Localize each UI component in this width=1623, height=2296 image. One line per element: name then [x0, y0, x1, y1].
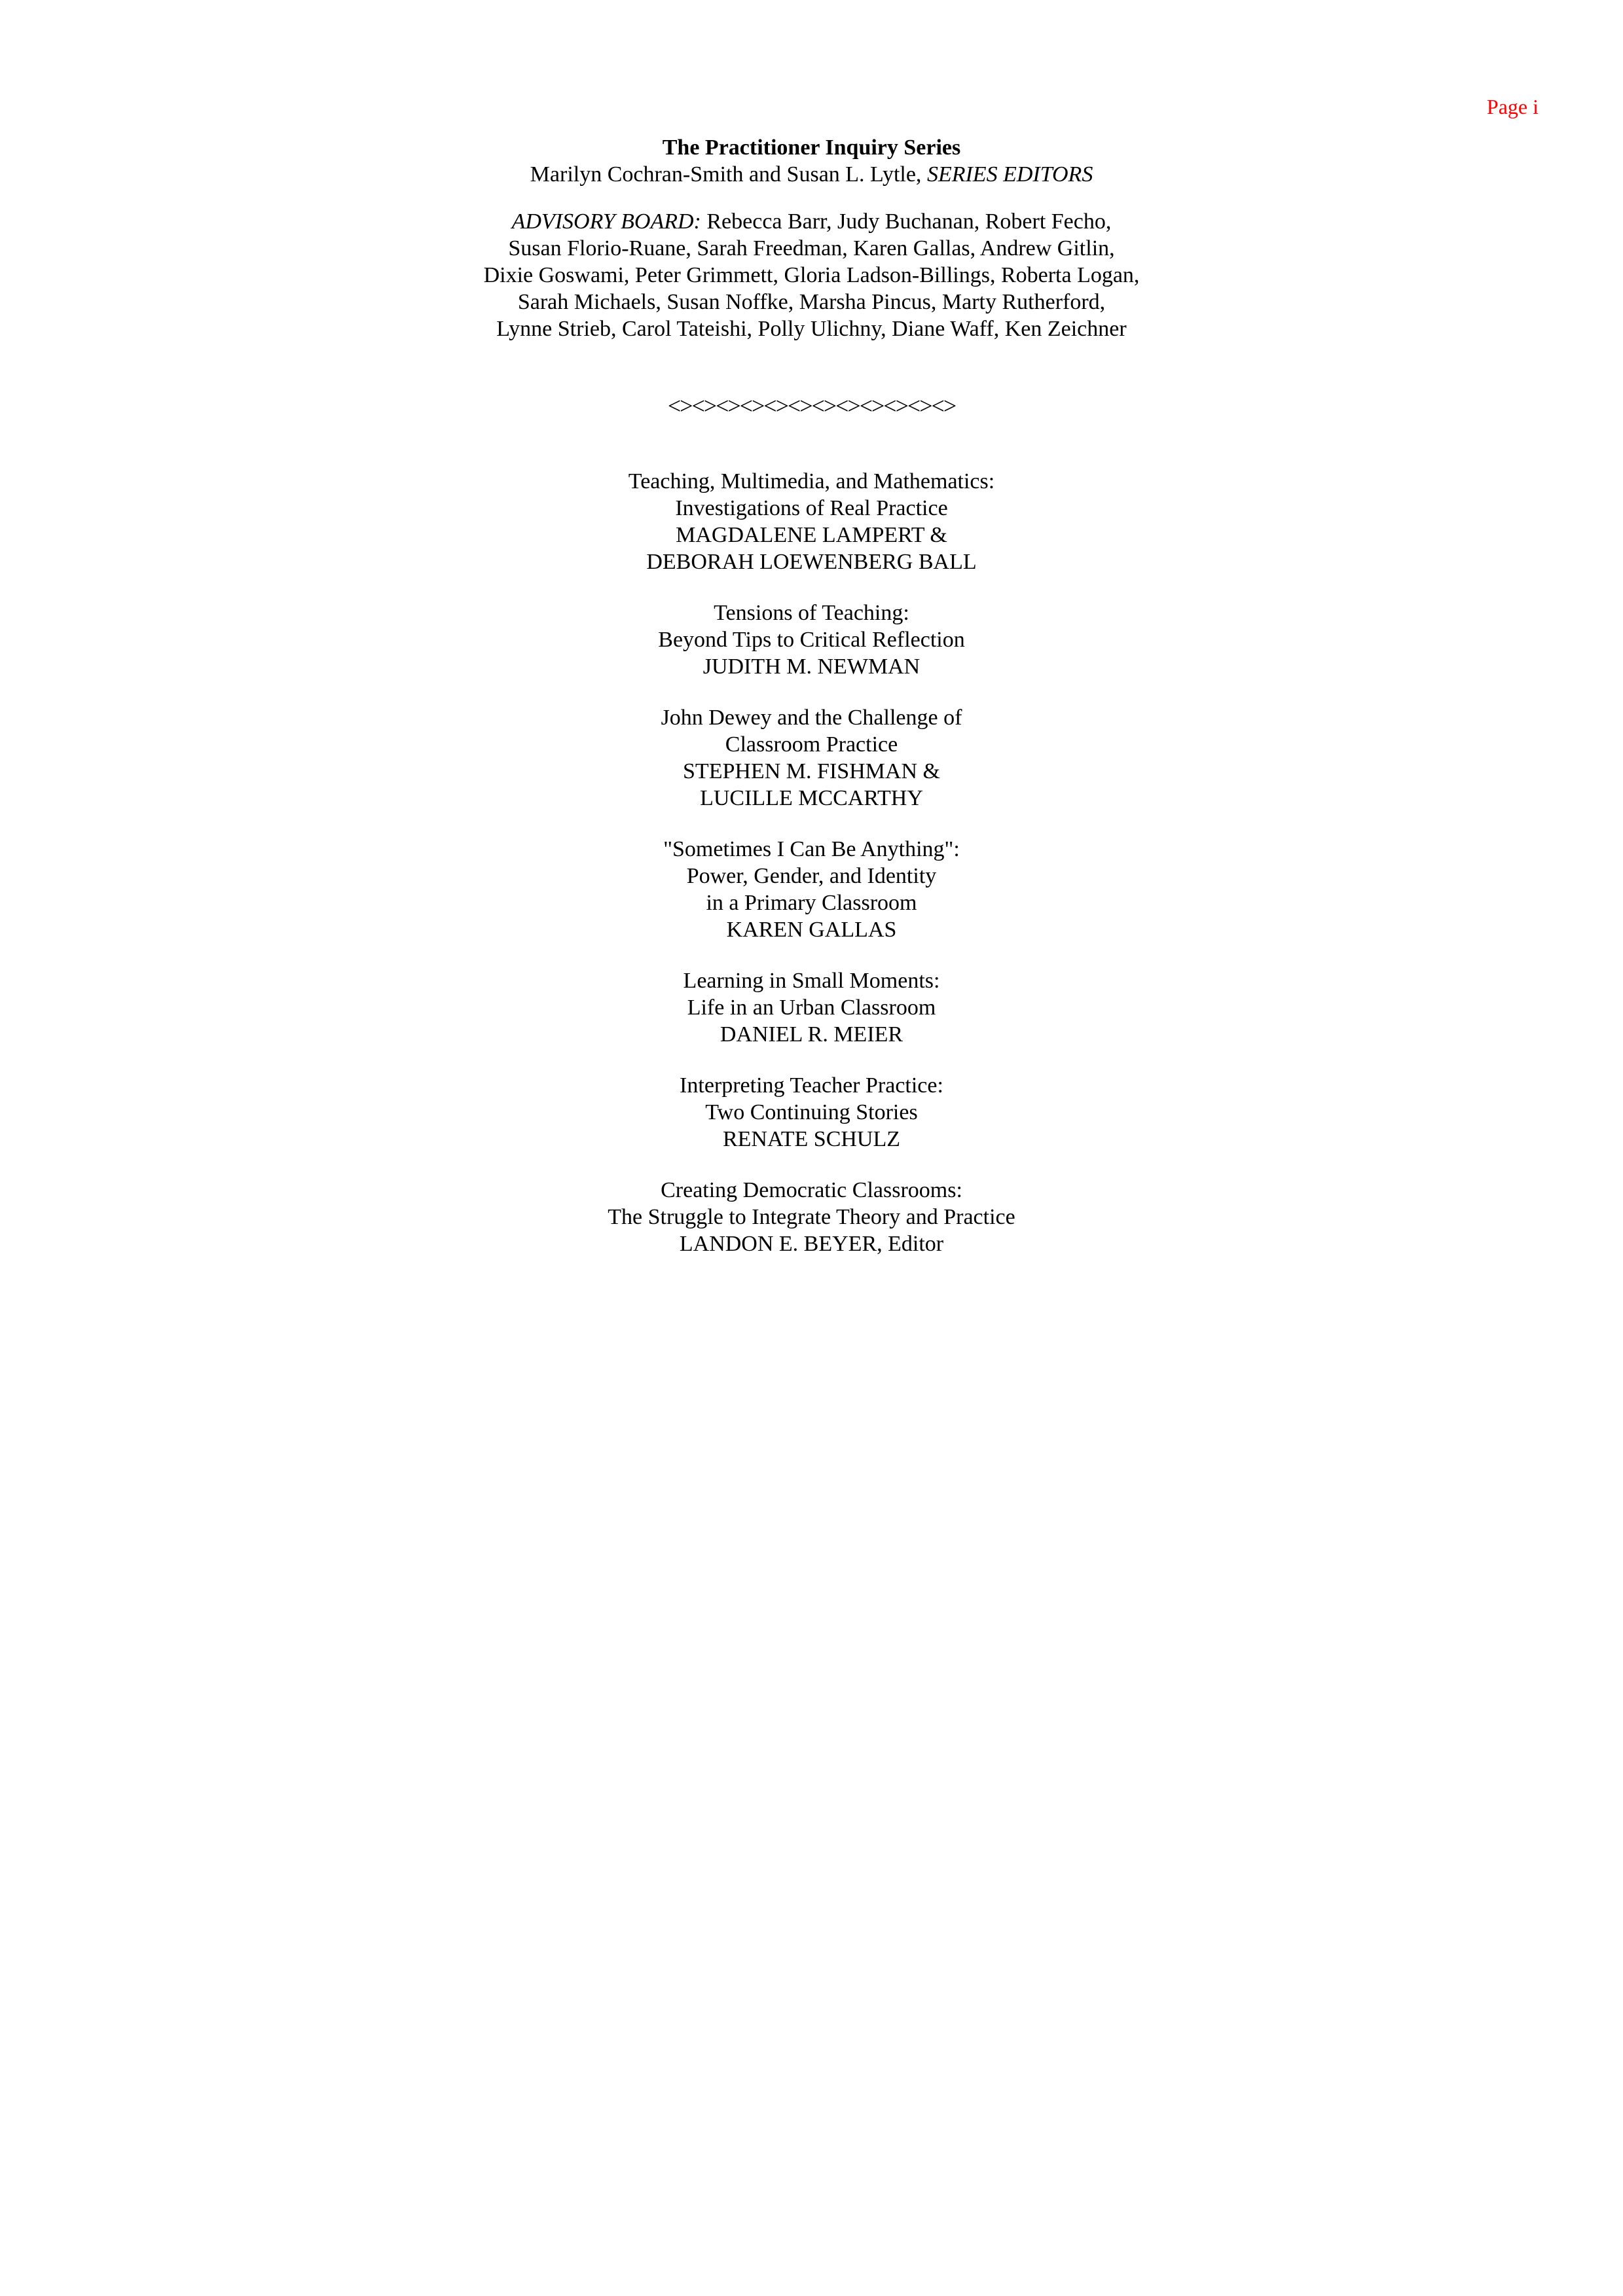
book-author-line: RENATE SCHULZ — [722, 1127, 901, 1151]
book-title-line: Creating Democratic Classrooms: — [661, 1178, 962, 1202]
book-author-line: LANDON E. BEYER, Editor — [679, 1232, 944, 1256]
book-title-line: Tensions of Teaching: — [714, 601, 909, 625]
book-title-line: Classroom Practice — [725, 732, 898, 757]
book-author-line: DANIEL R. MEIER — [720, 1022, 903, 1047]
book-title-line: Beyond Tips to Critical Reflection — [658, 628, 965, 652]
book-title-line: The Struggle to Integrate Theory and Practice — [608, 1205, 1015, 1229]
book-entry — [0, 836, 1623, 943]
book-entry — [0, 468, 1623, 575]
book-title-line: Interpreting Teacher Practice: — [680, 1073, 943, 1098]
series-editors-line — [0, 161, 1623, 188]
book-author-line: JUDITH M. NEWMAN — [702, 655, 921, 679]
book-entry — [0, 1177, 1623, 1257]
diamond-separator: <><><><><><><><><><><><> — [667, 393, 956, 419]
series-editors-names: Marilyn Cochran-Smith and Susan L. Lytle, — [530, 162, 927, 187]
book-title-line: Life in an Urban Classroom — [687, 996, 936, 1020]
book-author-line: MAGDALENE LAMPERT & — [676, 523, 947, 547]
advisory-board-line: Susan Florio-Ruane, Sarah Freedman, Karen Gallas, Andrew Gitlin, — [508, 236, 1115, 260]
book-entry — [0, 967, 1623, 1048]
book-title-line: "Sometimes I Can Be Anything": — [663, 837, 960, 861]
book-entry — [0, 1072, 1623, 1153]
book-entry — [0, 704, 1623, 812]
book-author-line: DEBORAH LOEWENBERG BALL — [646, 550, 977, 574]
book-author-line: STEPHEN M. FISHMAN & — [683, 759, 940, 783]
book-title-line: Teaching, Multimedia, and Mathematics: — [628, 469, 995, 493]
advisory-board — [0, 208, 1623, 342]
book-title-line: Learning in Small Moments: — [683, 969, 940, 993]
book-entry — [0, 600, 1623, 680]
book-author-line: LUCILLE MCCARTHY — [700, 786, 923, 810]
page-number-label: Page i — [1486, 95, 1539, 118]
advisory-board-label: ADVISORY BOARD: — [511, 209, 701, 234]
book-title-line: Investigations of Real Practice — [675, 496, 948, 520]
advisory-board-line — [0, 208, 1623, 235]
book-title-line: John Dewey and the Challenge of — [661, 706, 962, 730]
series-title: The Practitioner Inquiry Series — [662, 135, 961, 160]
book-title-line: Power, Gender, and Identity — [686, 864, 937, 888]
book-author-line: KAREN GALLAS — [726, 918, 897, 942]
series-editors-label: SERIES EDITORS — [926, 162, 1093, 187]
advisory-board-names: Rebecca Barr, Judy Buchanan, Robert Fecho, — [701, 209, 1112, 234]
advisory-board-line: Dixie Goswami, Peter Grimmett, Gloria Ladson-Billings, Roberta Logan, — [483, 263, 1140, 287]
book-title-line: Two Continuing Stories — [705, 1100, 918, 1124]
book-title-line: in a Primary Classroom — [706, 891, 917, 915]
advisory-board-line: Sarah Michaels, Susan Noffke, Marsha Pincus, Marty Rutherford, — [517, 290, 1106, 314]
advisory-board-line: Lynne Strieb, Carol Tateishi, Polly Ulichny, Diane Waff, Ken Zeichner — [496, 317, 1127, 341]
